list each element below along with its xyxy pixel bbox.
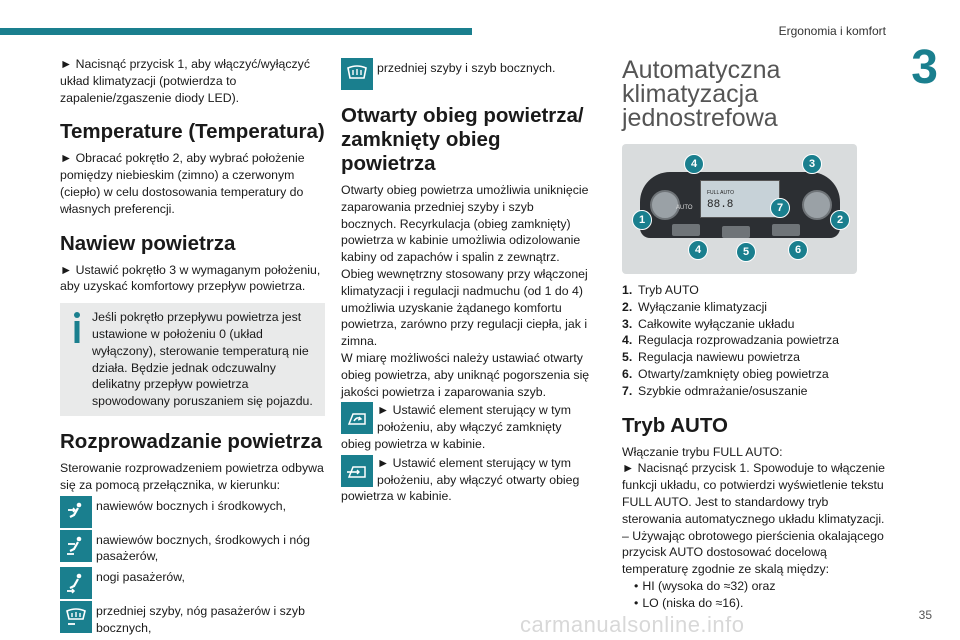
info-text: Jeśli pokrętło przepływu powietrza jest ustawione w położeniu 0 (układ wyłączony), sterowanie temperaturą nie działa. Będzie jednak odczuwalny delikatny przepływ powietrza spowodowany poruszaniem się pojazdu. [92, 310, 313, 409]
title-line: klimatyzacja [622, 80, 759, 108]
legend-item: 1. Tryb AUTO [622, 283, 699, 297]
windscreen-feet-icon [60, 601, 92, 633]
heading-auto-mode: Tryb AUTO [622, 413, 728, 437]
dist-item-label: nawiewów bocznych i środkowych, [96, 498, 287, 513]
heading-recirculation: Otwarty obieg powietrza/ zamknięty obieg powietrza [341, 104, 584, 175]
closed-recirc-item [341, 402, 591, 452]
callout-3: 3 [802, 154, 822, 174]
heading-distribution: Rozprowadzanie powietrza [60, 429, 322, 453]
legend-item: 4. Regulacja rozprowadzania powietrza [622, 333, 839, 348]
open-recirc-label: ► Ustawić element sterujący w tym położeniu, aby włączyć otwarty obieg powietrza w kabinie. [341, 455, 580, 504]
dist-item-label: nogi pasażerów, [96, 570, 185, 585]
legend-item: 3. Całkowite wyłączanie układu [622, 316, 795, 331]
display-line-1: FULL AUTO [707, 190, 734, 196]
callout-5: 5 [736, 242, 756, 262]
temperature-paragraph: ► Obracać pokrętło 2, aby wybrać położenie pomiędzy niebieskim (zimno) a czerwonym (ciepło) w celu dostosowania temperatury do własnych preferencji. [60, 151, 305, 216]
recirc-paragraph-1: Otwarty obieg powietrza umożliwia uniknięcie zaparowania przedniej szyby i szyb bocznych. Recyrkulacja (obieg zamknięty) powietrza w kabinie umożliwia odizolowanie kabiny od zapachów i spalin z zewnątrz. [341, 183, 589, 265]
callout-4-bottom: 4 [688, 240, 708, 260]
temperature-range-list [622, 578, 887, 612]
panel-button-airflow [722, 226, 750, 238]
legend-item: 5. Regulacja nawiewu powietrza [622, 350, 800, 365]
list-item: • LO (niska do ≈16). [634, 595, 887, 612]
panel-button-distribution [672, 224, 700, 236]
legend-item: 2. Wyłączanie klimatyzacji [622, 299, 768, 314]
title-line: jednostrefowa [622, 104, 778, 132]
panel-auto-label: AUTO [676, 205, 693, 211]
callout-7: 7 [770, 198, 790, 218]
vent-feet-icon [60, 567, 92, 599]
panel-legend [622, 282, 887, 400]
recirc-paragraph-2: Obieg wewnętrzny stosowany przy włączonej klimatyzacji i regulacji nadmuchu (od 1 do 4) umożliwia uzyskanie żądanego komfortu powietrza, zarówno przy regulacji ciepła, jak i zimna. [341, 266, 588, 349]
callout-1: 1 [632, 210, 652, 230]
display-line-2: 88.8 [707, 199, 734, 211]
heading-airflow: Nawiew powietrza [60, 231, 236, 255]
recirculation-closed-icon [341, 402, 373, 434]
page-number: 35 [918, 608, 932, 622]
recirculation-open-icon [341, 455, 373, 487]
callout-4-top: 4 [684, 154, 704, 174]
dist-item-face-feet [60, 530, 325, 566]
panel-knob-right [802, 190, 832, 220]
chapter-number: 3 [911, 41, 938, 94]
panel-button-recirculation [772, 224, 800, 236]
auto-paragraph-1: Włączanie trybu FULL AUTO: [622, 444, 783, 459]
info-icon [70, 311, 84, 345]
intro-paragraph: ► Nacisnąć przycisk 1, aby włączyć/wyłączyć układ klimatyzacji (potwierdza to zapalenie/zgaszenie diody LED). [60, 57, 310, 105]
header-accent-bar [0, 28, 472, 35]
vent-face-icon [60, 496, 92, 528]
section-title: Ergonomia i komfort [778, 24, 886, 38]
callout-2: 2 [830, 210, 850, 230]
dist-item-windscreen [341, 58, 591, 90]
vent-face-feet-icon [60, 530, 92, 562]
legend-item: 6. Otwarty/zamknięty obieg powietrza [622, 366, 829, 381]
dist-item-label: nawiewów bocznych, środkowych i nóg pasażerów, [96, 532, 310, 564]
open-recirc-item [341, 455, 591, 505]
auto-paragraph-3: – Używając obrotowego pierścienia okalającego przycisk AUTO dostosować docelową temperaturę zgodnie ze skalą między: [622, 528, 884, 577]
dist-item-feet [60, 567, 325, 599]
legend-item: 7. Szybkie odmrażanie/osuszanie [622, 383, 808, 398]
panel-display [700, 180, 780, 218]
dist-item-label: przedniej szyby, nóg pasażerów i szyb bocznych, [96, 604, 305, 635]
dist-item-label: przedniej szyby i szyb bocznych. [377, 61, 556, 75]
closed-recirc-label: ► Ustawić element sterujący w tym położeniu, aby włączyć zamknięty obieg powietrza w kabinie. [341, 403, 571, 451]
windscreen-demist-icon [341, 58, 373, 90]
title-line: Automatyczna [622, 56, 781, 84]
heading-temperature: Temperature (Temperatura) [60, 120, 325, 144]
distribution-paragraph: Sterowanie rozprowadzeniem powietrza odbywa się za pomocą przełącznika, w kierunku: [60, 460, 324, 492]
airflow-paragraph: ► Ustawić pokrętło 3 w wymaganym położeniu, aby uzyskać komfortowy przepływ powietrza. [60, 262, 321, 294]
section-main-title [622, 58, 887, 130]
info-box [60, 303, 325, 416]
column-2 [341, 56, 591, 505]
dist-item-windscreen-feet [60, 601, 325, 637]
callout-6: 6 [788, 240, 808, 260]
watermark: carmanualsonline.info [520, 612, 745, 637]
column-3 [622, 56, 887, 612]
recirc-paragraph-3: W miarę możliwości należy ustawiać otwarty obieg powietrza, aby uniknąć pogorszenia się jakości powietrza i zaparowania szyb. [341, 350, 590, 399]
column-1 [60, 56, 325, 637]
climate-panel-illustration [622, 144, 857, 274]
list-item: • HI (wysoka do ≈32) oraz [634, 578, 887, 595]
auto-paragraph-2: ► Nacisnąć przycisk 1. Spowoduje to włączenie funkcji układu, co potwierdzi wyświetlenie tekstu FULL AUTO. Jest to standardowy tryb sterowania automatycznego układu klimatyzacji. [622, 461, 886, 526]
dist-item-face [60, 496, 325, 528]
